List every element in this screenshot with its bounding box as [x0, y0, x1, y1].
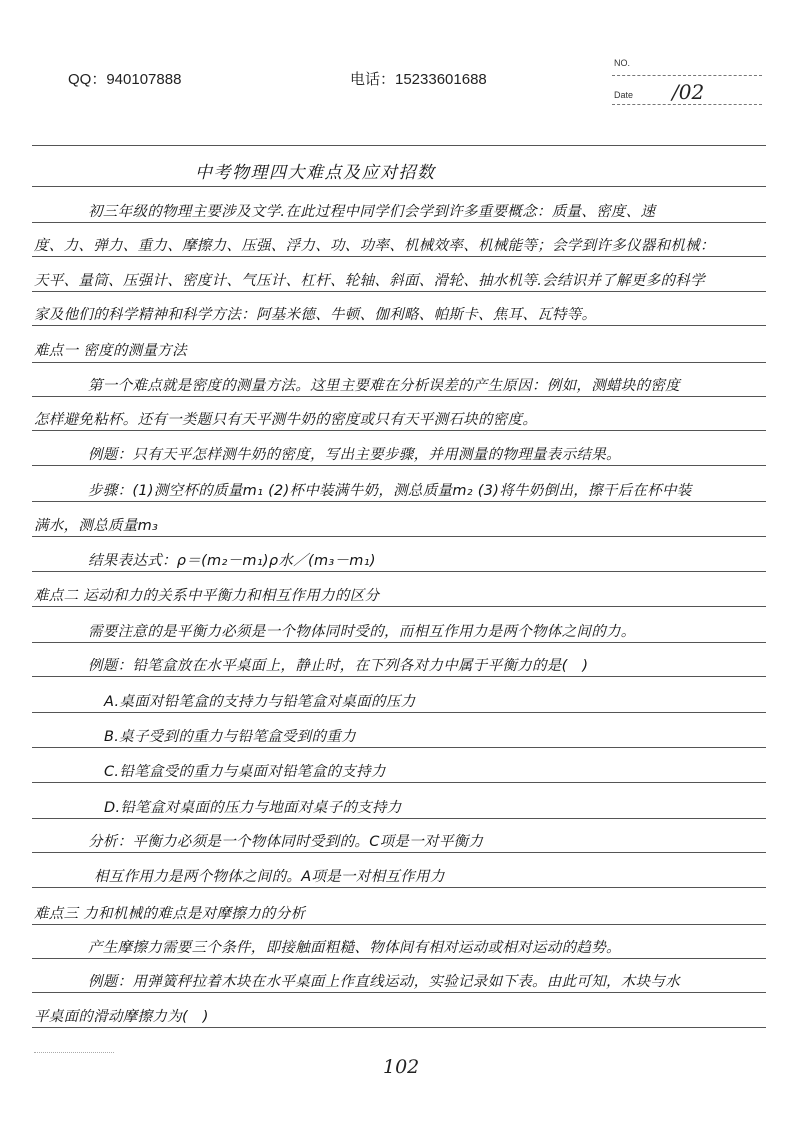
- body-line: 例题：只有天平怎样测牛奶的密度，写出主要步骤，并用测量的物理量表示结果。: [88, 447, 621, 463]
- body-line: 初三年级的物理主要涉及文学.在此过程中同学们会学到许多重要概念：质量、密度、速: [88, 204, 656, 220]
- option-c: C.铅笔盒受的重力与桌面对铅笔盒的支持力: [104, 764, 386, 780]
- ruled-line: [32, 606, 766, 607]
- ruled-line: [32, 887, 766, 888]
- body-line: 步骤：(1)测空杯的质量m₁ (2)杯中装满牛奶，测总质量m₂ (3)将牛奶倒出，擦干后在杯中装: [88, 483, 692, 499]
- faint-scan-mark: [34, 1052, 114, 1053]
- body-line: 相互作用力是两个物体之间的。A项是一对相互作用力: [94, 869, 445, 885]
- section-heading: 难点一 密度的测量方法: [34, 343, 187, 359]
- ruled-line: [32, 571, 766, 572]
- ruled-line: [32, 958, 766, 959]
- no-dash-line: [612, 75, 762, 76]
- body-line: 例题：铅笔盒放在水平桌面上，静止时，在下列各对力中属于平衡力的是( ): [88, 658, 589, 674]
- ruled-line: [32, 145, 766, 146]
- body-line: 怎样避免粘杯。还有一类题只有天平测牛奶的密度或只有天平测石块的密度。: [34, 412, 538, 428]
- ruled-line: [32, 992, 766, 993]
- body-line: 产生摩擦力需要三个条件，即接触面粗糙、物体间有相对运动或相对运动的趋势。: [88, 940, 621, 956]
- ruled-line: [32, 536, 766, 537]
- option-b: B.桌子受到的重力与铅笔盒受到的重力: [104, 729, 356, 745]
- no-label: NO.: [614, 58, 631, 68]
- ruled-line: [32, 501, 766, 502]
- body-line: 第一个难点就是密度的测量方法。这里主要难在分析误差的产生原因：例如，测蜡块的密度: [88, 378, 680, 394]
- ruled-line: [32, 222, 766, 223]
- date-label: Date: [614, 90, 634, 100]
- ruled-line: [32, 782, 766, 783]
- body-line: 满水，测总质量m₃: [34, 518, 159, 534]
- ruled-line: [32, 642, 766, 643]
- ruled-line: [32, 852, 766, 853]
- ruled-line: [32, 256, 766, 257]
- body-line: 天平、量筒、压强计、密度计、气压计、杠杆、轮轴、斜面、滑轮、抽水机等.会结识并了解更多的科学: [34, 273, 705, 289]
- ruled-line: [32, 396, 766, 397]
- ruled-line: [32, 924, 766, 925]
- document-title: 中考物理四大难点及应对招数: [195, 163, 436, 183]
- ruled-line: [32, 712, 766, 713]
- ruled-line: [32, 291, 766, 292]
- date-value: /02: [672, 80, 705, 104]
- ruled-line: [32, 676, 766, 677]
- body-line: 分析：平衡力必须是一个物体同时受到的。C项是一对平衡力: [88, 834, 484, 850]
- option-a: A.桌面对铅笔盒的支持力与铅笔盒对桌面的压力: [104, 694, 416, 710]
- ruled-line: [32, 430, 766, 431]
- phone-contact: 电话：15233601688: [350, 71, 487, 88]
- ruled-line: [32, 818, 766, 819]
- body-line: 例题：用弹簧秤拉着木块在水平桌面上作直线运动，实验记录如下表。由此可知，木块与水: [88, 974, 680, 990]
- body-line: 家及他们的科学精神和科学方法：阿基米德、牛顿、伽利略、帕斯卡、焦耳、瓦特等。: [34, 307, 597, 323]
- ruled-line: [32, 186, 766, 187]
- body-line: 度、力、弹力、重力、摩擦力、压强、浮力、功、功率、机械效率、机械能等；会学到许多仪器和机械：: [34, 238, 715, 254]
- ruled-line: [32, 325, 766, 326]
- body-line: 平桌面的滑动摩擦力为( ): [34, 1009, 209, 1025]
- ruled-line: [32, 747, 766, 748]
- section-heading: 难点二 运动和力的关系中平衡力和相互作用力的区分: [34, 588, 380, 604]
- ruled-line: [32, 465, 766, 466]
- ruled-line: [32, 362, 766, 363]
- option-d: D.铅笔盒对桌面的压力与地面对桌子的支持力: [104, 800, 402, 816]
- page-number: 102: [383, 1056, 420, 1078]
- ruled-line: [32, 1027, 766, 1028]
- qq-contact: QQ：940107888: [68, 71, 182, 88]
- section-heading: 难点三 力和机械的难点是对摩擦力的分析: [34, 906, 306, 922]
- date-dash-line: [612, 104, 762, 105]
- formula-line: 结果表达式：ρ＝(m₂－m₁)ρ水／(m₃－m₁): [88, 553, 376, 569]
- body-line: 需要注意的是平衡力必须是一个物体同时受的，而相互作用力是两个物体之间的力。: [88, 624, 636, 640]
